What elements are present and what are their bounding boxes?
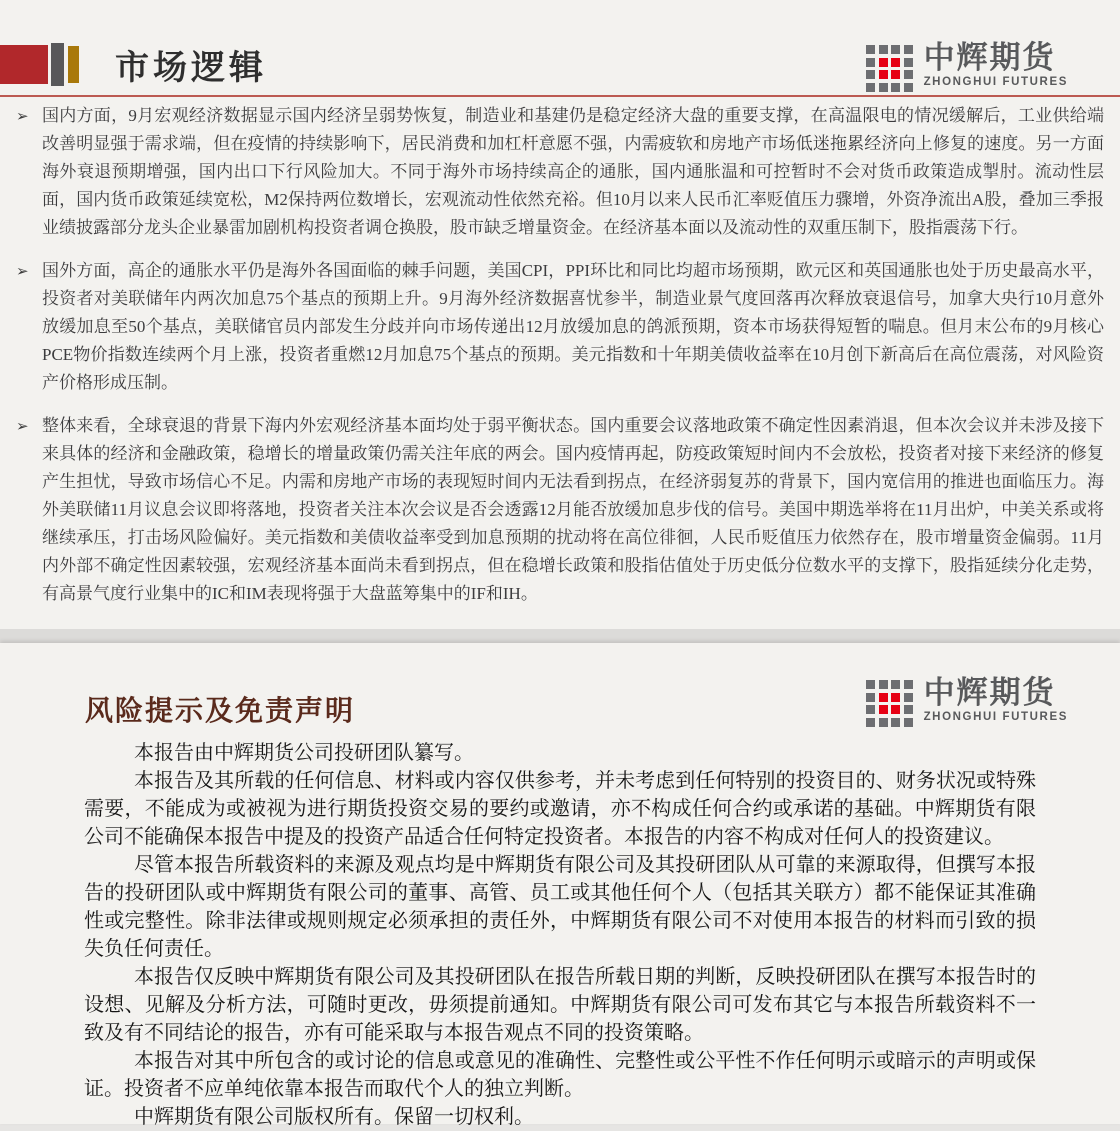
arrow-bullet-icon: ➢: [16, 417, 29, 435]
header-divider-line: [0, 95, 1120, 97]
company-logo: [866, 677, 1068, 727]
bullet-domestic-text: 国内方面，9月宏观经济数据显示国内经济呈弱势恢复，制造业和基建仍是稳定经济大盘的重要支撑，在高温限电的情况缓解后，工业供给端改善明显强于需求端，但在疫情的持续影响下，居民消费和加杠杆意愿不强，内需疲软和房地产市场低迷拖累经济向上修复的速度。另一方面海外衰退预期增强，国内出口下行风险加大。不同于海外市场持续高企的通胀，国内通胀温和可控暂时不会对货币政策造成掣肘。流动性层面，国内货币政策延续宽松，M2保持两位数增长，宏观流动性依然充裕。但10月以来人民币汇率贬值压力骤增，外资净流出A股，叠加三季报业绩披露部分龙头企业暴雷加剧机构投资者调仓换股，股市缺乏增量资金。在经济基本面以及流动性的双重压制下，股指震荡下行。: [42, 106, 1104, 237]
bullet-overseas-text: 国外方面，高企的通胀水平仍是海外各国面临的棘手问题，美国CPI，PPI环比和同比均超市场预期，欧元区和英国通胀也处于历史最高水平，投资者对美联储年内两次加息75个基点的预期上升。9月海外经济数据喜忧参半，制造业景气度回落再次释放衰退信号，加拿大央行10月意外放缓加息至50个基点，美联储官员内部发生分歧并向市场传递出12月放缓加息的鸽派预期，资本市场获得短暂的喘息。但月末公布的9月核心PCE物价指数连续两个月上涨，投资者重燃12月加息75个基点的预期。美元指数和十年期美债收益率在10月创下新高后在高位震荡，对风险资产价格形成压制。: [42, 261, 1104, 392]
bullet-overseas: [16, 257, 1104, 397]
logo-name-en: ZHONGHUI FUTURES: [923, 711, 1068, 723]
disclaimer-paragraph: 本报告及其所载的任何信息、材料或内容仅供参考，并未考虑到任何特别的投资目的、财务状况或特殊需要，不能成为或被视为进行期货投资交易的要约或邀请，亦不构成任何合约或承诺的基础。中辉期货有限公司不能确保本报告中提及的投资产品适合任何特定投资者。本报告的内容不构成对任何人的投资建议。: [84, 770, 1036, 848]
title-accent-bar-gray: [51, 43, 64, 86]
company-logo: [866, 42, 1068, 92]
disclaimer-paragraph: 本报告由中辉期货公司投研团队纂写。: [134, 742, 474, 764]
page-gap-divider: [0, 629, 1120, 643]
market-logic-bullet-list: [16, 102, 1104, 623]
logo-grid-icon: [866, 680, 913, 727]
disclaimer-paragraph: 本报告仅反映中辉期货有限公司及其投研团队在报告所载日期的判断，反映投研团队在撰写本报告时的设想、见解及分析方法，可随时更改，毋须提前通知。中辉期货有限公司可发布其它与本报告所载资料不一致及有不同结论的报告，亦有可能采取与本报告观点不同的投资策略。: [84, 966, 1036, 1044]
disclaimer-paragraph: 本报告对其中所包含的或讨论的信息或意见的准确性、完整性或公平性不作任何明示或暗示的声明或保证。投资者不应单纯依靠本报告而取代个人的独立判断。: [84, 1050, 1036, 1100]
disclaimer-body: [84, 739, 1036, 1131]
logo-grid-icon: [866, 45, 913, 92]
bullet-overall-text: 整体来看，全球衰退的背景下海内外宏观经济基本面均处于弱平衡状态。国内重要会议落地政策不确定性因素消退，但本次会议并未涉及接下来具体的经济和金融政策，稳增长的增量政策仍需关注年底的两会。国内疫情再起，防疫政策短时间内不会放松，投资者对接下来经济的修复产生担忧，导致市场信心不足。内需和房地产市场的表现短时间内无法看到拐点，在经济弱复苏的背景下，国内宽信用的推进也面临压力。海外美联储11月议息会议即将落地，投资者关注本次会议是否会透露12月能否放缓加息步伐的信号。美国中期选举将在11月出炉，中美关系或将继续承压，打击场风险偏好。美元指数和美债收益率受到加息预期的扰动将在高位徘徊，人民币贬值压力依然存在，股市增量资金偏弱。11月内外部不确定性因素较强，宏观经济基本面尚未看到拐点，但在稳增长政策和股指估值处于历史低分位数水平的支撑下，股指延续分化走势，有高景气度行业集中的IC和IM表现将强于大盘蓝筹集中的IF和IH。: [42, 416, 1104, 603]
logo-name-en: ZHONGHUI FUTURES: [923, 76, 1068, 88]
disclaimer-title: 风险提示及免责声明: [85, 696, 356, 727]
page-title: 市场逻辑: [115, 50, 267, 87]
disclaimer-paragraph: 中辉期货有限公司版权所有。保留一切权利。: [134, 1106, 534, 1128]
title-accent-bar-gold: [68, 46, 79, 83]
arrow-bullet-icon: ➢: [16, 262, 29, 280]
bullet-domestic: [16, 102, 1104, 242]
slide-disclaimer: [0, 643, 1120, 1128]
logo-name-cn: 中辉期货: [923, 40, 1056, 75]
arrow-bullet-icon: ➢: [16, 107, 29, 125]
logo-name-cn: 中辉期货: [923, 675, 1056, 710]
title-accent-bar-red: [0, 45, 48, 84]
disclaimer-paragraph: 尽管本报告所载资料的来源及观点均是中辉期货有限公司及其投研团队从可靠的来源取得，但撰写本报告的投研团队或中辉期货有限公司的董事、高管、员工或其他任何个人（包括其关联方）都不能保证其准确性或完整性。除非法律或规则规定必须承担的责任外，中辉期货有限公司不对使用本报告的材料而引致的损失负任何责任。: [84, 854, 1036, 960]
bullet-overall: [16, 412, 1104, 608]
